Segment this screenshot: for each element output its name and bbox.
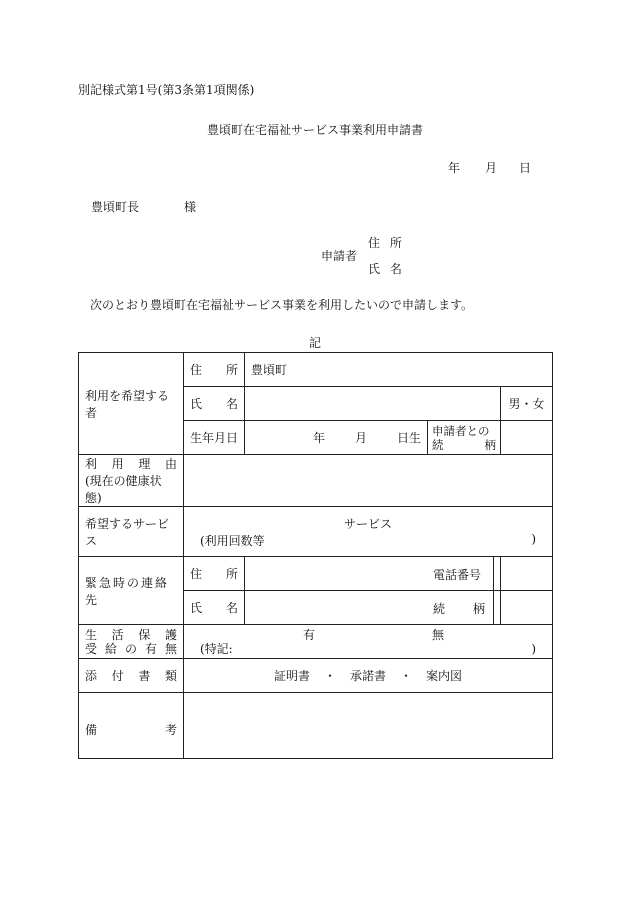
remarks-label: 備 考 bbox=[79, 693, 184, 759]
applicant-name-label: 氏 名 bbox=[368, 262, 402, 276]
emergency-relation-label bbox=[494, 591, 501, 625]
attachment-field[interactable]: 証明書 ・ 承諾書 ・ 案内図 bbox=[184, 659, 553, 693]
date-month: 月 bbox=[485, 161, 498, 175]
address-field[interactable]: 豊頃町 bbox=[245, 353, 553, 387]
date-year: 年 bbox=[448, 161, 461, 175]
welfare-field[interactable]: 有 無 (特記: ) bbox=[184, 625, 553, 659]
emergency-phone-text: 電話番号 bbox=[433, 568, 482, 582]
birthdate-label: 生年月日 bbox=[184, 421, 245, 455]
reason-label: 利 用 理 由 (現在の健康状態) bbox=[79, 455, 184, 507]
address-label: 住 所 bbox=[184, 353, 245, 387]
remarks-field[interactable] bbox=[184, 693, 553, 759]
ki-mark: 記 bbox=[308, 336, 321, 350]
gender-field[interactable]: 男・女 bbox=[501, 387, 553, 421]
emergency-name-label: 氏 名 bbox=[184, 591, 245, 625]
applicant-label: 申請者 bbox=[321, 249, 358, 263]
emergency-relation-text: 続 柄 bbox=[433, 602, 485, 616]
name-field[interactable] bbox=[245, 387, 501, 421]
service-label: 希望するサービス bbox=[79, 507, 184, 557]
name-label: 氏 名 bbox=[184, 387, 245, 421]
addressee: 豊頃町長 bbox=[91, 200, 140, 214]
form-title: 豊頃町在宅福祉サービス事業利用申請書 bbox=[206, 123, 423, 137]
emergency-relation-field[interactable] bbox=[501, 591, 553, 625]
emergency-phone-field[interactable] bbox=[501, 557, 553, 591]
user-section-label: 利用を希望する者 bbox=[79, 353, 184, 455]
relation-label: 申請者との 続 柄 bbox=[428, 421, 501, 455]
welfare-label: 生 活 保 護 受 給 の 有 無 bbox=[79, 625, 184, 659]
applicant-address-label: 住 所 bbox=[368, 236, 402, 250]
emergency-address-label: 住 所 bbox=[184, 557, 245, 591]
application-table bbox=[78, 352, 553, 759]
birthdate-field[interactable]: 年 月 日生 bbox=[245, 421, 428, 455]
emergency-label: 緊急時の連絡先 bbox=[79, 557, 184, 625]
relation-field[interactable] bbox=[501, 421, 553, 455]
attachment-label: 添 付 書 類 bbox=[79, 659, 184, 693]
reason-field[interactable] bbox=[184, 455, 553, 507]
form-number: 別記様式第1号(第3条第1項関係) bbox=[78, 83, 255, 97]
intro-text: 次のとおり豊頃町在宅福祉サービス事業を利用したいので申請します。 bbox=[90, 298, 474, 312]
date-day: 日 bbox=[519, 161, 532, 175]
honorific: 様 bbox=[184, 200, 197, 214]
service-field[interactable]: サービス (利用回数等 ) bbox=[184, 507, 553, 557]
emergency-phone-label bbox=[494, 557, 501, 591]
